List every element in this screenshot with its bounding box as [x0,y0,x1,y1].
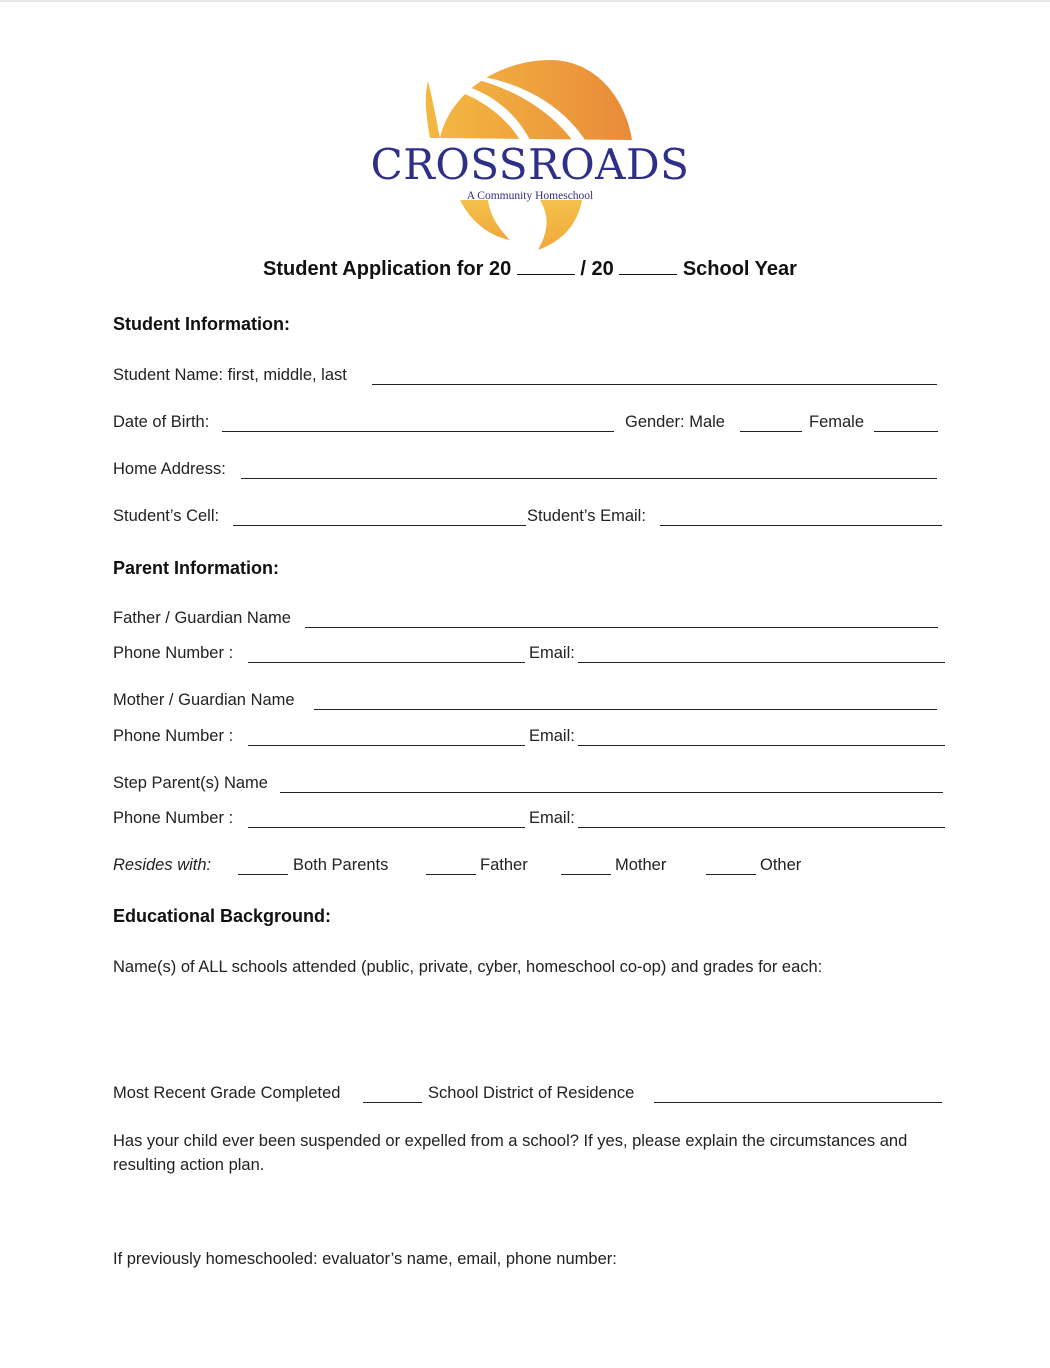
student-name-field[interactable] [372,384,937,385]
mother-email-field[interactable] [578,745,945,746]
crossroads-logo [370,52,690,257]
student-email-label: Student’s Email: [527,507,646,525]
year-end-blank[interactable] [619,259,677,275]
resides-mother-blank[interactable] [561,874,611,875]
title-middle: / 20 [580,258,614,280]
resides-both-label: Both Parents [293,856,389,874]
resides-mother-label: Mother [615,856,667,874]
step-parent-phone-label: Phone Number : [113,809,234,827]
resides-father-label: Father [480,856,528,874]
home-address-field[interactable] [241,478,937,479]
resides-both-blank[interactable] [238,874,288,875]
father-email-label: Email: [529,644,575,662]
dob-label: Date of Birth: [113,413,210,431]
homeschool-prompt: If previously homeschooled: evaluator’s name, email, phone number: [113,1250,617,1268]
school-district-label: School District of Residence [428,1084,635,1102]
page-title [0,258,1050,281]
step-parent-email-label: Email: [529,809,575,827]
logo-wordmark: CROSSROADS [370,140,690,189]
father-email-field[interactable] [578,662,945,663]
mother-name-field[interactable] [314,709,937,710]
top-divider [0,0,1050,2]
step-parent-email-field[interactable] [578,827,945,828]
resides-other-label: Other [760,856,802,874]
title-suffix: School Year [682,258,797,280]
step-parent-phone-field[interactable] [248,827,525,828]
suspension-prompt: Has your child ever been suspended or expelled from a school? If yes, please explain the circumstances and resulting action plan. [113,1132,908,1174]
grade-completed-label: Most Recent Grade Completed [113,1084,341,1102]
student-cell-label: Student’s Cell: [113,507,220,525]
student-info-heading: Student Information: [113,314,290,334]
gender-female-field[interactable] [874,431,938,432]
gender-male-field[interactable] [740,431,802,432]
step-parent-name-label: Step Parent(s) Name [113,774,268,792]
resides-with-text: Resides with: [113,856,212,874]
student-email-field[interactable] [660,525,942,526]
education-heading: Educational Background: [113,906,332,926]
title-prefix: Student Application for 20 [263,258,512,280]
schools-prompt: Name(s) of ALL schools attended (public, private, cyber, homeschool co-op) and grades for each: [113,958,823,976]
home-address-label: Home Address: [113,460,226,478]
resides-with-label [113,856,211,875]
logo-tagline: A Community Homeschool [466,190,594,202]
father-name-label: Father / Guardian Name [113,609,291,627]
gender-male-label: Gender: Male [625,413,725,431]
grade-completed-field[interactable] [363,1102,422,1103]
resides-other-blank[interactable] [706,874,756,875]
mother-email-label: Email: [529,727,575,745]
father-phone-field[interactable] [248,662,525,663]
school-district-field[interactable] [654,1102,942,1103]
father-phone-label: Phone Number : [113,644,234,662]
dob-field[interactable] [222,431,614,432]
parent-info-heading: Parent Information: [113,558,280,578]
student-cell-field[interactable] [233,525,526,526]
mother-name-label: Mother / Guardian Name [113,691,295,709]
gender-female-label: Female [809,413,865,431]
mother-phone-label: Phone Number : [113,727,234,745]
step-parent-name-field[interactable] [280,792,943,793]
mother-phone-field[interactable] [248,745,525,746]
father-name-field[interactable] [305,627,938,628]
student-name-label: Student Name: first, middle, last [113,366,347,384]
year-start-blank[interactable] [517,259,575,275]
resides-father-blank[interactable] [426,874,476,875]
